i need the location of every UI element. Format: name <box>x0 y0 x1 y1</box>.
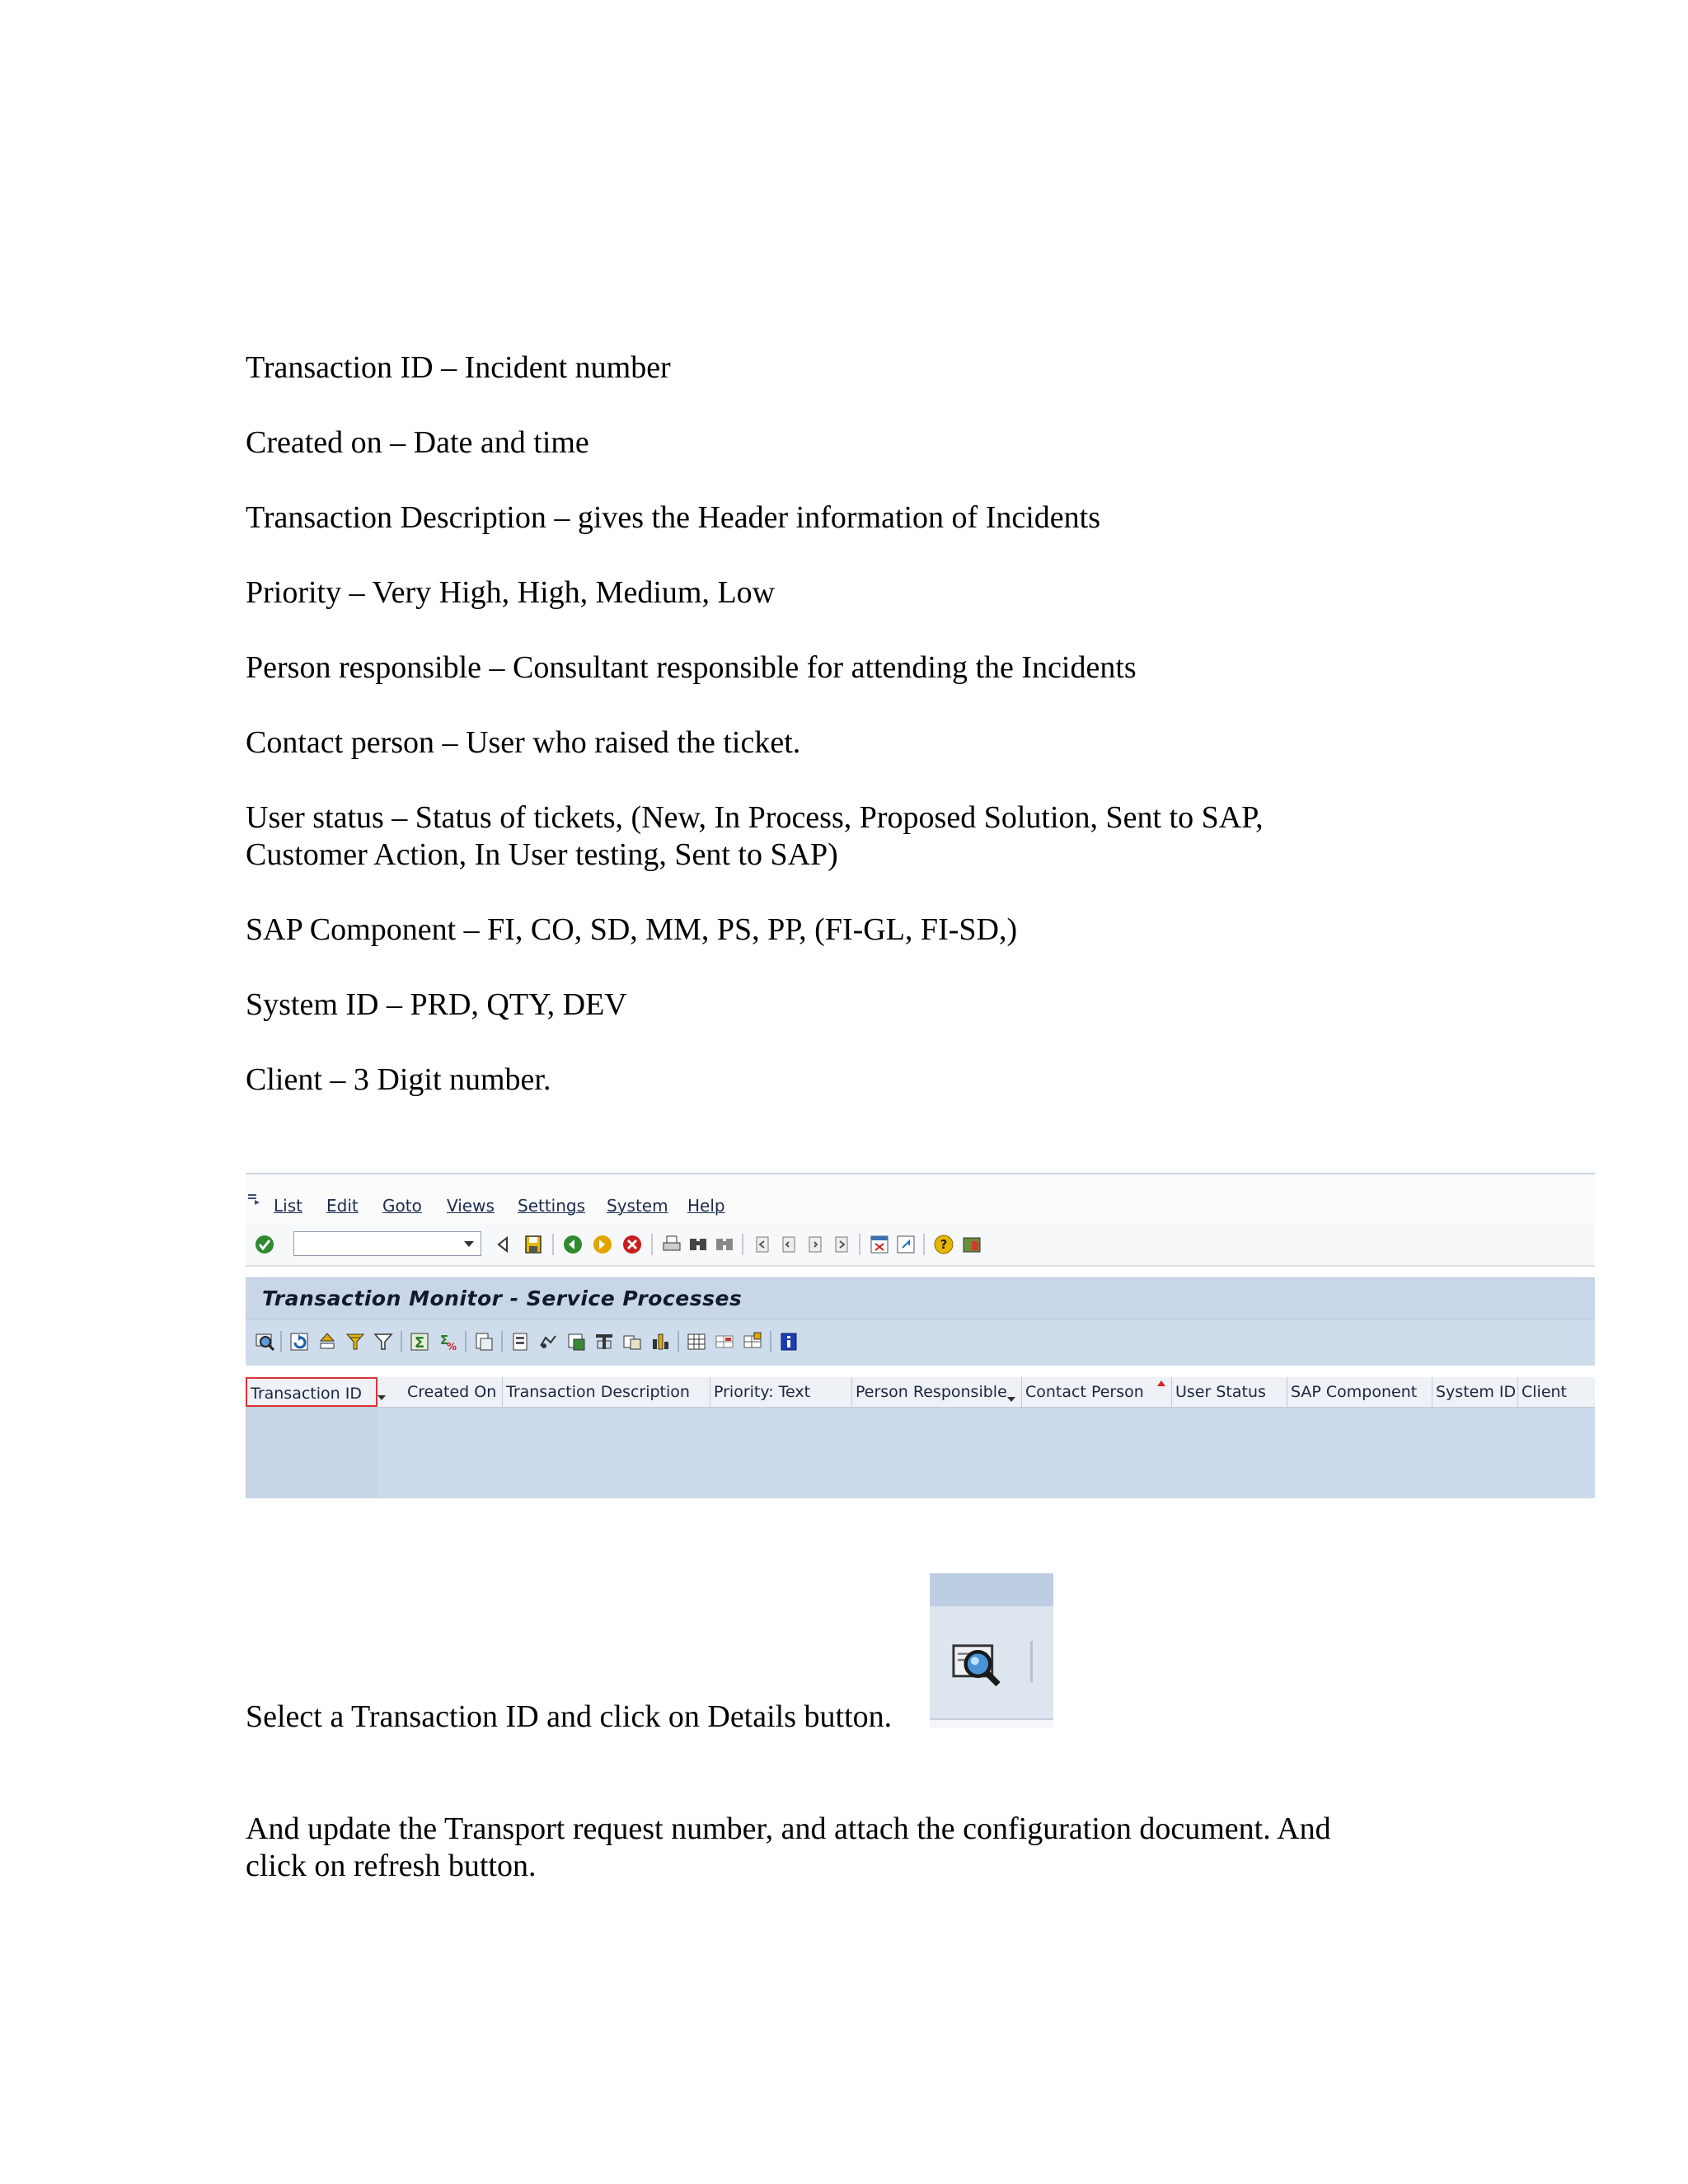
column-transaction-id[interactable] <box>246 1377 377 1407</box>
svg-text:%: % <box>446 1341 457 1352</box>
green-back-icon[interactable] <box>562 1234 584 1255</box>
create-session-icon[interactable] <box>869 1234 890 1255</box>
previous-page-icon[interactable] <box>778 1234 799 1255</box>
last-page-icon[interactable] <box>831 1234 852 1255</box>
menu-goto[interactable]: Goto <box>382 1196 422 1216</box>
save-layout-icon[interactable] <box>742 1331 763 1352</box>
find-icon[interactable] <box>687 1234 709 1255</box>
definition-user-status-line2: Customer Action, In User testing, Sent to SAP) <box>246 837 838 872</box>
column-created-on[interactable] <box>397 1377 503 1407</box>
column-label: Person Responsible <box>856 1383 1007 1401</box>
command-dropdown-arrow-icon[interactable] <box>464 1241 474 1247</box>
sort-ascending-icon[interactable] <box>316 1331 338 1352</box>
details-icon[interactable] <box>950 1638 1002 1690</box>
menu-list[interactable]: List <box>274 1196 302 1216</box>
definition-person-responsible: Person responsible – Consultant responsible for attending the Incidents <box>246 650 1137 685</box>
toolbar-separator <box>770 1331 771 1352</box>
crop-bottom-strip <box>930 1718 1053 1728</box>
definition-transaction-description: Transaction Description – gives the Header information of Incidents <box>246 500 1101 535</box>
column-label: Created On <box>407 1383 497 1401</box>
column-label: Client <box>1522 1383 1568 1401</box>
menu-system[interactable]: System <box>607 1196 668 1216</box>
instruction-update-line2: click on refresh button. <box>246 1849 537 1883</box>
toolbar-separator <box>401 1331 402 1352</box>
save-icon[interactable] <box>523 1234 544 1255</box>
column-contact-person[interactable] <box>1022 1377 1172 1407</box>
standard-toolbar <box>246 1224 1595 1267</box>
command-field[interactable] <box>293 1231 481 1256</box>
toolbar-separator <box>678 1331 679 1352</box>
column-user-status[interactable] <box>1172 1377 1287 1407</box>
toolbar-separator <box>859 1234 860 1255</box>
column-label: Contact Person <box>1025 1383 1144 1401</box>
column-label: User Status <box>1175 1383 1266 1401</box>
filter-set-icon[interactable] <box>345 1331 366 1352</box>
exit-icon[interactable] <box>592 1234 613 1255</box>
column-label: Transaction ID <box>251 1385 362 1403</box>
export-icon[interactable] <box>509 1331 531 1352</box>
svg-text:Σ: Σ <box>439 1333 449 1347</box>
crop-title-strip <box>930 1573 1053 1606</box>
toolbar-separator <box>923 1234 925 1255</box>
filter-icon[interactable] <box>373 1331 394 1352</box>
print-icon[interactable] <box>661 1234 682 1255</box>
instruction-select-transaction: Select a Transaction ID and click on Details button. <box>246 1699 893 1734</box>
column-client[interactable] <box>1518 1377 1595 1407</box>
details-button-crop <box>930 1573 1053 1728</box>
column-person-responsible[interactable] <box>852 1377 1022 1407</box>
column-priority-text[interactable] <box>710 1377 852 1407</box>
screen-title-bar <box>246 1277 1595 1319</box>
definition-sap-component: SAP Component – FI, CO, SD, MM, PS, PP, (FI-GL, FI-SD,) <box>246 912 1018 947</box>
graphic-icon[interactable] <box>649 1331 671 1352</box>
svg-text:Σ: Σ <box>414 1334 425 1352</box>
next-page-icon[interactable] <box>804 1234 826 1255</box>
enter-check-icon[interactable] <box>254 1234 275 1255</box>
column-transaction-description[interactable] <box>503 1377 710 1407</box>
screen-title: Transaction Monitor - Service Processes <box>262 1286 743 1310</box>
table-first-column <box>246 1408 377 1498</box>
menu-settings[interactable]: Settings <box>518 1196 586 1216</box>
application-toolbar <box>246 1319 1595 1366</box>
subtotal-icon[interactable] <box>437 1331 458 1352</box>
definition-created-on: Created on – Date and time <box>246 425 589 460</box>
definition-contact-person: Contact person – User who raised the ticket. <box>246 725 801 760</box>
toolbar-separator <box>465 1331 467 1352</box>
select-layout-icon[interactable] <box>714 1331 735 1352</box>
sort-descending-icon <box>377 1395 386 1400</box>
definition-system-id: System ID – PRD, QTY, DEV <box>246 987 627 1022</box>
details-icon[interactable] <box>254 1331 275 1352</box>
word-processing-icon[interactable] <box>593 1331 615 1352</box>
information-icon[interactable] <box>778 1331 799 1352</box>
alv-column-header-row <box>246 1377 1595 1408</box>
menu-bar <box>246 1174 1595 1225</box>
sap-transaction-monitor-screenshot <box>246 1173 1595 1498</box>
layout-icon[interactable] <box>961 1234 982 1255</box>
column-label: Transaction Description <box>506 1383 690 1401</box>
spreadsheet-icon[interactable] <box>565 1331 587 1352</box>
instruction-update-line1: And update the Transport request number, and attach the configuration document. And <box>246 1811 1331 1846</box>
column-sap-component[interactable] <box>1287 1377 1432 1407</box>
help-icon[interactable] <box>933 1234 954 1255</box>
menu-edit[interactable]: Edit <box>326 1196 359 1216</box>
shortcut-icon[interactable] <box>895 1234 917 1255</box>
cancel-icon[interactable] <box>621 1234 643 1255</box>
sort-ascending-marker-icon <box>1157 1380 1165 1386</box>
find-next-icon[interactable] <box>714 1234 735 1255</box>
local-file-icon[interactable] <box>621 1331 643 1352</box>
menu-views[interactable]: Views <box>447 1196 495 1216</box>
change-layout-icon[interactable] <box>686 1331 707 1352</box>
print-preview-icon[interactable] <box>473 1331 495 1352</box>
svg-text:?: ? <box>940 1237 948 1252</box>
toolbar-separator <box>651 1234 653 1255</box>
menu-glyph-icon[interactable] <box>247 1193 260 1206</box>
refresh-icon[interactable] <box>288 1331 310 1352</box>
definition-user-status-line1: User status – Status of tickets, (New, In Process, Proposed Solution, Sent to SAP, <box>246 800 1264 835</box>
definition-priority: Priority – Very High, High, Medium, Low <box>246 575 776 610</box>
alv-table-body[interactable] <box>246 1408 1595 1498</box>
sum-icon[interactable] <box>409 1331 430 1352</box>
mail-icon[interactable] <box>537 1331 559 1352</box>
toolbar-separator <box>280 1331 282 1352</box>
definition-client: Client – 3 Digit number. <box>246 1062 551 1097</box>
menu-help[interactable]: Help <box>687 1196 725 1216</box>
back-icon[interactable] <box>493 1234 514 1255</box>
column-label: Priority: Text <box>714 1383 811 1401</box>
toolbar-separator <box>501 1331 503 1352</box>
sort-descending-icon <box>1007 1397 1015 1402</box>
first-page-icon[interactable] <box>752 1234 773 1255</box>
column-system-id[interactable] <box>1432 1377 1518 1407</box>
column-label: System ID <box>1436 1383 1517 1401</box>
toolbar-separator <box>742 1234 743 1255</box>
toolbar-separator <box>1030 1641 1033 1682</box>
column-label: SAP Component <box>1291 1383 1418 1401</box>
definition-transaction-id: Transaction ID – Incident number <box>246 350 671 385</box>
toolbar-separator <box>552 1234 554 1255</box>
